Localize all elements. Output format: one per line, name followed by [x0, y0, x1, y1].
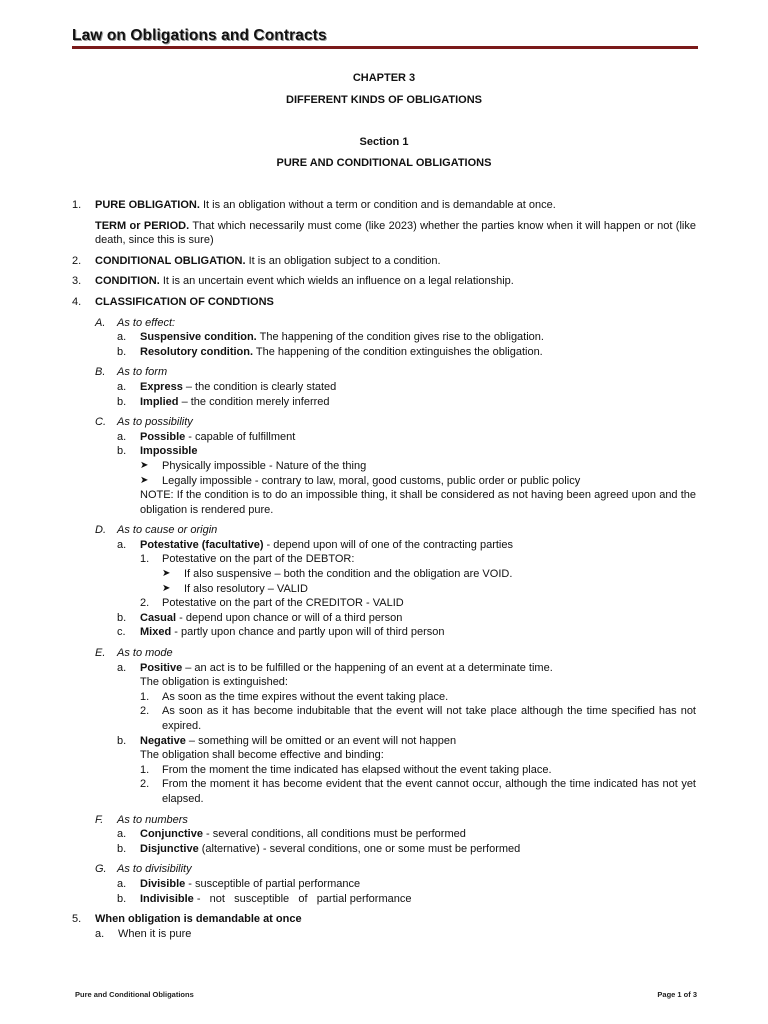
list-item: [117, 430, 696, 445]
document-body: [72, 198, 696, 941]
bullet-item: [162, 567, 696, 582]
subsection-letter: F.: [95, 813, 104, 826]
arrow-bullet-icon: ➤: [162, 582, 171, 594]
item-letter: a.: [117, 877, 127, 890]
item-text: That which necessarily must come (like 2023) whether the parties know when it will happen or not (like death, since this is sure): [95, 219, 696, 247]
subsection-letter: B.: [95, 366, 106, 379]
subsection-letter: G.: [95, 863, 107, 876]
subsection-heading: [95, 415, 696, 430]
subsection-letter: C.: [95, 416, 106, 429]
item-number: 2.: [72, 254, 82, 267]
item-text: - depend upon chance or will of a third person: [176, 611, 403, 624]
item-number: 5.: [72, 913, 82, 926]
bullet-text: If also suspensive – both the condition and the obligation are VOID.: [184, 568, 513, 581]
sub-heading-text: The obligation shall become effective and binding:: [140, 749, 384, 762]
bullet-item: [140, 459, 696, 474]
list-item: [117, 661, 696, 676]
item-term: CLASSIFICATION OF CONDTIONS: [95, 295, 274, 308]
arrow-bullet-icon: ➤: [140, 474, 149, 486]
item-term: CONDITION.: [95, 275, 160, 288]
item-text: – an act is to be fulfilled or the happening of an event at a determinate time.: [182, 661, 553, 674]
list-item: [72, 912, 696, 927]
item-text: The happening of the condition gives rise to the obligation.: [256, 331, 544, 344]
subsection-title: As to possibility: [117, 416, 193, 429]
item-term: Disjunctive: [140, 842, 199, 855]
item-term: Divisible: [140, 877, 186, 890]
subsection-title: As to divisibility: [117, 863, 192, 876]
item-number: 2.: [140, 597, 150, 610]
page-number: Page 1 of 3: [657, 990, 697, 999]
list-item: [95, 927, 696, 942]
item-text: As soon as the time expires without the event taking place.: [162, 690, 449, 703]
list-item: [140, 552, 696, 567]
subsection-heading: [95, 646, 696, 661]
item-text: – the condition is clearly stated: [182, 380, 337, 393]
list-item: [72, 254, 696, 269]
item-number: 1.: [140, 553, 150, 566]
section-label: Section 1: [359, 136, 409, 148]
list-item: [117, 892, 696, 907]
subsection-title: As to mode: [117, 647, 173, 660]
bullet-text: Physically impossible - Nature of the thing: [162, 459, 367, 472]
item-text: - susceptible of partial performance: [185, 877, 361, 890]
list-item: [117, 611, 696, 626]
item-term: Impossible: [140, 445, 198, 458]
item-letter: b.: [117, 445, 127, 458]
list-item: [140, 777, 696, 806]
item-letter: a.: [117, 430, 127, 443]
chapter-title: DIFFERENT KINDS OF OBLIGATIONS: [286, 94, 482, 106]
item-number: 1.: [140, 763, 150, 776]
header-rule: [72, 46, 698, 49]
item-text: It is an uncertain event which wields an influence on a legal relationship.: [159, 275, 514, 288]
item-number: 3.: [72, 275, 82, 288]
item-letter: b.: [117, 842, 127, 855]
item-letter: a.: [117, 380, 127, 393]
footer-left: Pure and Conditional Obligations: [75, 990, 194, 999]
item-text: - several conditions, all conditions must be performed: [202, 828, 466, 841]
item-text: - capable of fulfillment: [185, 430, 296, 443]
item-letter: a.: [117, 661, 127, 674]
subsection-heading: [95, 813, 696, 828]
item-term: Implied: [140, 395, 179, 408]
item-term: CONDITIONAL OBLIGATION.: [95, 254, 246, 267]
list-item: [117, 330, 696, 345]
item-term: Express: [140, 380, 183, 393]
item-letter: c.: [117, 626, 126, 639]
bullet-text: Legally impossible - contrary to law, moral, good customs, public order or public policy: [162, 474, 581, 487]
item-term: Casual: [140, 611, 177, 624]
item-text: The happening of the condition extinguishes the obligation.: [253, 345, 543, 358]
item-text: Potestative on the part of the CREDITOR - VALID: [162, 597, 404, 610]
item-term: When obligation is demandable at once: [95, 913, 302, 926]
item-letter: b.: [117, 892, 127, 905]
item-letter: b.: [117, 734, 127, 747]
list-item: [72, 274, 696, 289]
list-item: [117, 345, 696, 360]
item-text: From the moment the time indicated has elapsed without the event taking place.: [162, 763, 552, 776]
item-text: - depend upon will of one of the contracting parties: [263, 538, 513, 551]
item-term: Resolutory condition.: [140, 345, 254, 358]
list-item: [140, 763, 696, 778]
item-letter: b.: [117, 345, 127, 358]
subsection-heading: [95, 862, 696, 877]
list-item: [117, 734, 696, 749]
item-text: When it is pure: [118, 927, 192, 940]
item-text: It is an obligation subject to a condition.: [245, 254, 441, 267]
list-item: [117, 827, 696, 842]
list-item: [140, 596, 696, 611]
item-letter: a.: [117, 331, 127, 344]
subsection-letter: E.: [95, 647, 106, 660]
list-item: [117, 395, 696, 410]
subsection-heading: [95, 365, 696, 380]
item-text: As soon as it has become indubitable that the event will not take place although the time specified has not expired.: [162, 705, 696, 732]
subsection-heading: [95, 316, 696, 331]
item-text: – the condition merely inferred: [178, 395, 330, 408]
subsection-letter: A.: [95, 316, 106, 329]
list-item: [117, 842, 696, 857]
arrow-bullet-icon: ➤: [162, 568, 171, 580]
item-text: - not susceptible of partial performance: [193, 892, 412, 905]
item-number: 1.: [140, 690, 150, 703]
list-item: [72, 198, 696, 213]
list-item: [140, 690, 696, 705]
item-term: TERM or PERIOD.: [95, 219, 190, 232]
bullet-item: [140, 474, 696, 489]
item-text: - several conditions, one or some must be performed: [259, 842, 521, 855]
item-letter: a.: [117, 828, 127, 841]
list-item: [72, 295, 696, 310]
note-text: NOTE: If the condition is to do an impossible thing, it shall be considered as not having been agreed upon and the obligation is rendered pure.: [140, 489, 696, 516]
bullet-text: If also resolutory – VALID: [184, 582, 308, 595]
item-text: – something will be omitted or an event will not happen: [185, 734, 457, 747]
sub-heading-text: The obligation is extinguished:: [140, 676, 288, 689]
item-text: Potestative on the part of the DEBTOR:: [162, 553, 355, 566]
item-letter: b.: [117, 395, 127, 408]
chapter-label: CHAPTER 3: [352, 72, 416, 84]
item-text-paren: (alternative): [198, 842, 260, 855]
bullet-item: [162, 582, 696, 597]
item-letter: b.: [117, 611, 127, 624]
item-number: 2.: [140, 778, 150, 791]
subsection-heading: [95, 523, 696, 538]
item-text: - partly upon chance and partly upon will of third person: [171, 626, 445, 639]
item-term: Mixed: [140, 626, 172, 639]
item-term: Conjunctive: [140, 828, 203, 841]
item-term: Indivisible: [140, 892, 194, 905]
item-number: 4.: [72, 295, 82, 308]
item-term: Possible: [140, 430, 186, 443]
list-item: [117, 625, 696, 640]
subsection-letter: D.: [95, 524, 106, 537]
list-item: [117, 538, 696, 553]
list-item: [117, 877, 696, 892]
page-header: [72, 26, 698, 46]
item-term: Potestative (facultative): [140, 538, 264, 551]
item-term: Positive: [140, 661, 183, 674]
item-term: PURE OBLIGATION.: [95, 199, 200, 211]
item-term: Negative: [140, 734, 186, 747]
list-item: [140, 704, 696, 733]
arrow-bullet-icon: ➤: [140, 459, 149, 471]
item-text: From the moment it has become evident that the event cannot occur, although the time indicated has not yet elapsed.: [162, 778, 696, 805]
item-letter: a.: [117, 538, 127, 551]
subsection-title: As to effect:: [117, 316, 176, 329]
item-number: 1.: [72, 199, 82, 211]
item-letter: a.: [95, 927, 105, 940]
list-item: [117, 380, 696, 395]
section-title: PURE AND CONDITIONAL OBLIGATIONS: [276, 157, 492, 169]
item-term: Suspensive condition.: [140, 331, 257, 344]
item-text: It is an obligation without a term or condition and is demandable at once.: [199, 199, 556, 211]
subsection-title: As to numbers: [117, 813, 188, 826]
header-title: Law on Obligations and Contracts: [72, 27, 327, 44]
subsection-title: As to form: [117, 366, 168, 379]
list-item: [117, 444, 696, 459]
subsection-title: As to cause or origin: [117, 524, 218, 537]
item-number: 2.: [140, 705, 150, 718]
list-item: [72, 219, 696, 248]
